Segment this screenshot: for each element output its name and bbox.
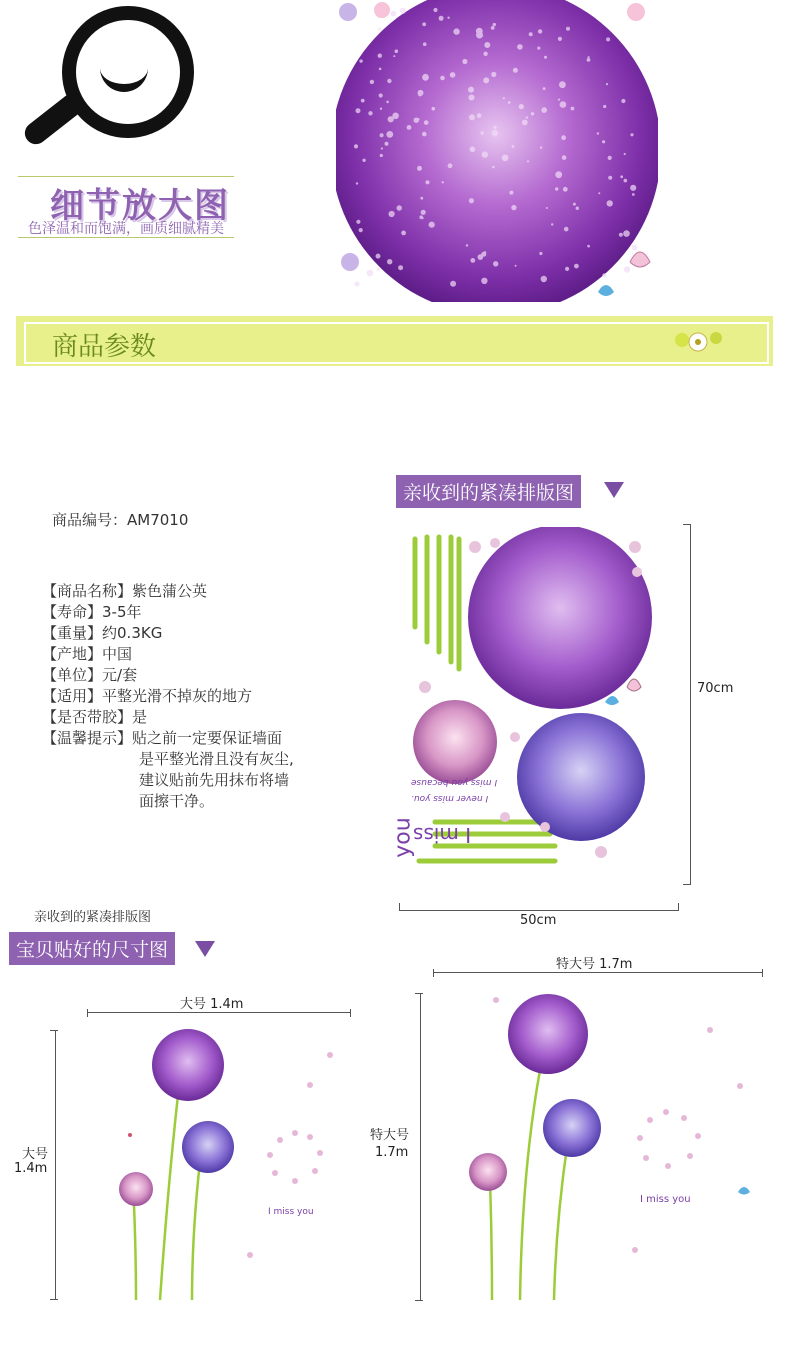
xlarge-dandelion-image	[460, 990, 760, 1302]
xlarge-miss-text: I miss you	[640, 1194, 691, 1205]
dim-tick	[433, 969, 434, 977]
large-miss-text: I miss you	[268, 1207, 314, 1217]
xlarge-side-label: 特大号	[370, 1128, 410, 1143]
divider-bottom	[18, 237, 234, 238]
height-label: 70cm	[697, 681, 734, 696]
dim-tick	[50, 1030, 58, 1031]
dim-tick	[678, 903, 679, 911]
xlarge-side-label: 1.7m	[375, 1145, 409, 1160]
large-height-line	[55, 1030, 56, 1300]
height-dimension-line	[690, 524, 691, 885]
dim-tick	[762, 969, 763, 977]
large-side-label: 1.4m	[14, 1161, 48, 1176]
width-dimension-line	[399, 910, 679, 911]
size-label: 宝贝贴好的尺寸图	[9, 932, 175, 965]
spec-row: 【是否带胶】是	[42, 708, 148, 726]
spec-row: 【产地】中国	[42, 645, 133, 663]
xlarge-top-label: 特大号 1.7m	[556, 957, 633, 972]
spec-row: 【重量】约0.3KG	[42, 624, 163, 642]
triangle-down-icon	[195, 941, 215, 957]
width-label: 50cm	[520, 913, 557, 928]
sheet-small-text: I miss you because	[411, 777, 498, 787]
spec-row: 【单位】元/套	[42, 666, 138, 684]
large-width-line	[87, 1012, 351, 1013]
dim-tick	[350, 1009, 351, 1017]
spec-row: 【适用】平整光滑不掉灰的地方	[42, 687, 253, 705]
large-top-label: 大号 1.4m	[180, 997, 244, 1012]
dim-tick	[87, 1009, 88, 1017]
tip-line: 是平整光滑且没有灰尘,	[139, 750, 294, 768]
spec-row: 【寿命】3-5年	[42, 603, 142, 621]
dim-tick	[50, 1299, 58, 1300]
large-dandelion-image	[110, 1025, 350, 1303]
spec-row: 【商品名称】紫色蒲公英	[42, 582, 208, 600]
sheet-small-text: I never miss you.	[411, 793, 489, 803]
product-code: 商品编号：AM7010	[52, 511, 189, 529]
sheet-imiss-text: I miss	[413, 823, 472, 847]
params-title: 商品参数	[52, 332, 157, 362]
detail-title: 细节放大图	[50, 186, 230, 226]
xlarge-width-line	[433, 972, 763, 973]
layout-label: 亲收到的紧凑排版图	[396, 475, 581, 508]
flower-closeup-image	[336, 0, 658, 302]
divider-top	[18, 176, 234, 177]
tip-line: 建议贴前先用抹布将墙	[139, 771, 290, 789]
sheet-you-text: you	[390, 817, 416, 858]
triangle-down-icon	[604, 482, 624, 498]
large-side-label: 大号	[22, 1147, 49, 1162]
flower-decoration-icon	[668, 326, 732, 356]
sticker-sheet-image	[390, 527, 655, 882]
xlarge-height-line	[420, 993, 421, 1301]
dim-tick	[415, 993, 423, 994]
tip-line: 面擦干净。	[139, 792, 215, 810]
spec-row: 【温馨提示】贴之前一定要保证墙面	[42, 729, 283, 747]
dim-tick	[415, 1300, 423, 1301]
spec-list	[42, 581, 294, 812]
magnifier-icon	[0, 0, 200, 170]
layout-label-small: 亲收到的紧凑排版图	[34, 910, 152, 925]
dim-tick	[683, 884, 691, 885]
detail-subtitle: 色泽温和而饱满，画质细腻精美	[28, 221, 224, 237]
